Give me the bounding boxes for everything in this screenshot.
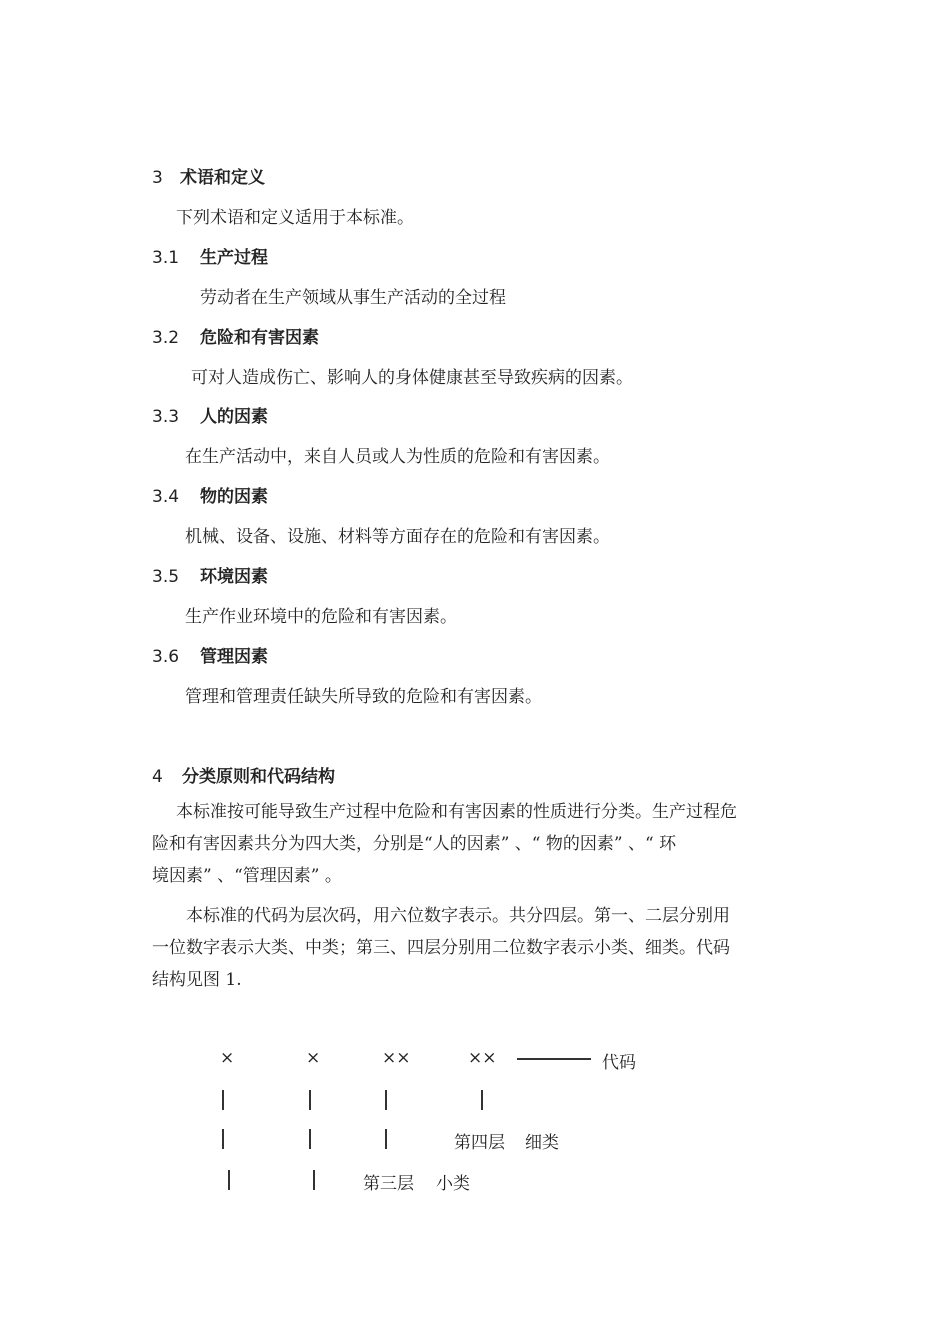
paragraph-line: 结构见图 1. [152,970,242,990]
paragraph-line: 本标准按可能导致生产过程中危险和有害因素的性质进行分类。生产过程危 [176,802,737,822]
paragraph-line: 本标准的代码为层次码，用六位数字表示。共分四层。第一、二层分别用 [186,906,730,926]
layer-number: 第四层 [454,1133,505,1153]
connector-line [481,1090,483,1110]
term-3-6-definition: 管理和管理责任缺失所导致的危险和有害因素。 [185,687,542,707]
digits-layer-4: ×× [468,1048,497,1068]
section-title: 分类原则和代码结构 [182,767,335,787]
term-3-3-definition: 在生产活动中，来自人员或人为性质的危险和有害因素。 [185,447,610,467]
connector-line [228,1170,230,1190]
section-number: 3 [152,168,163,188]
connector-line [313,1170,315,1190]
section-number: 4 [152,767,163,787]
connector-line [385,1090,387,1110]
connector-line [222,1129,224,1149]
term-3-4-heading [152,482,268,507]
paragraph-line: 境因素” 、“管理因素” 。 [152,866,342,886]
term-3-2-definition: 可对人造成伤亡、影响人的身体健康甚至导致疾病的因素。 [191,368,633,388]
term-number: 3.3 [152,407,180,427]
connector-line [309,1129,311,1149]
digits-layer-3: ×× [382,1048,411,1068]
section-4-paragraph-1 [152,796,812,892]
section-3-heading [152,163,265,188]
term-number: 3.6 [152,647,180,667]
term-3-3-heading [152,402,268,427]
term-3-6-heading [152,642,268,667]
term-number: 3.4 [152,487,180,507]
term-title: 人的因素 [200,407,268,427]
layer-3-label [363,1169,470,1194]
code-leader-line [517,1058,591,1060]
term-3-5-heading [152,562,268,587]
layer-number: 第三层 [363,1174,414,1194]
term-3-1-definition: 劳动者在生产领域从事生产活动的全过程 [200,288,506,308]
connector-line [309,1090,311,1110]
term-title: 生产过程 [200,248,268,268]
term-number: 3.5 [152,567,180,587]
section-title: 术语和定义 [180,168,265,188]
layer-name: 小类 [436,1174,470,1194]
term-title: 管理因素 [200,647,268,667]
digit-layer-1: × [220,1048,235,1068]
term-3-5-definition: 生产作业环境中的危险和有害因素。 [185,607,457,627]
paragraph-line: 险和有害因素共分为四大类，分别是“人的因素” 、“ 物的因素” 、“ 环 [152,834,677,854]
connector-line [385,1129,387,1149]
digit-layer-2: × [306,1048,321,1068]
connector-line [222,1090,224,1110]
term-3-1-heading [152,243,268,268]
term-number: 3.2 [152,328,180,348]
paragraph-line: 一位数字表示大类、中类；第三、四层分别用二位数字表示小类、细类。代码 [152,938,730,958]
layer-name: 细类 [525,1133,559,1153]
code-label: 代码 [602,1053,636,1073]
section-4-heading [152,762,335,787]
term-title: 环境因素 [200,567,268,587]
term-title: 危险和有害因素 [200,328,319,348]
term-3-4-definition: 机械、设备、设施、材料等方面存在的危险和有害因素。 [185,527,610,547]
section-3-intro: 下列术语和定义适用于本标准。 [176,208,414,228]
section-4-paragraph-2 [152,900,812,996]
term-title: 物的因素 [200,487,268,507]
layer-4-label [454,1128,559,1153]
term-3-2-heading [152,323,319,348]
term-number: 3.1 [152,248,180,268]
